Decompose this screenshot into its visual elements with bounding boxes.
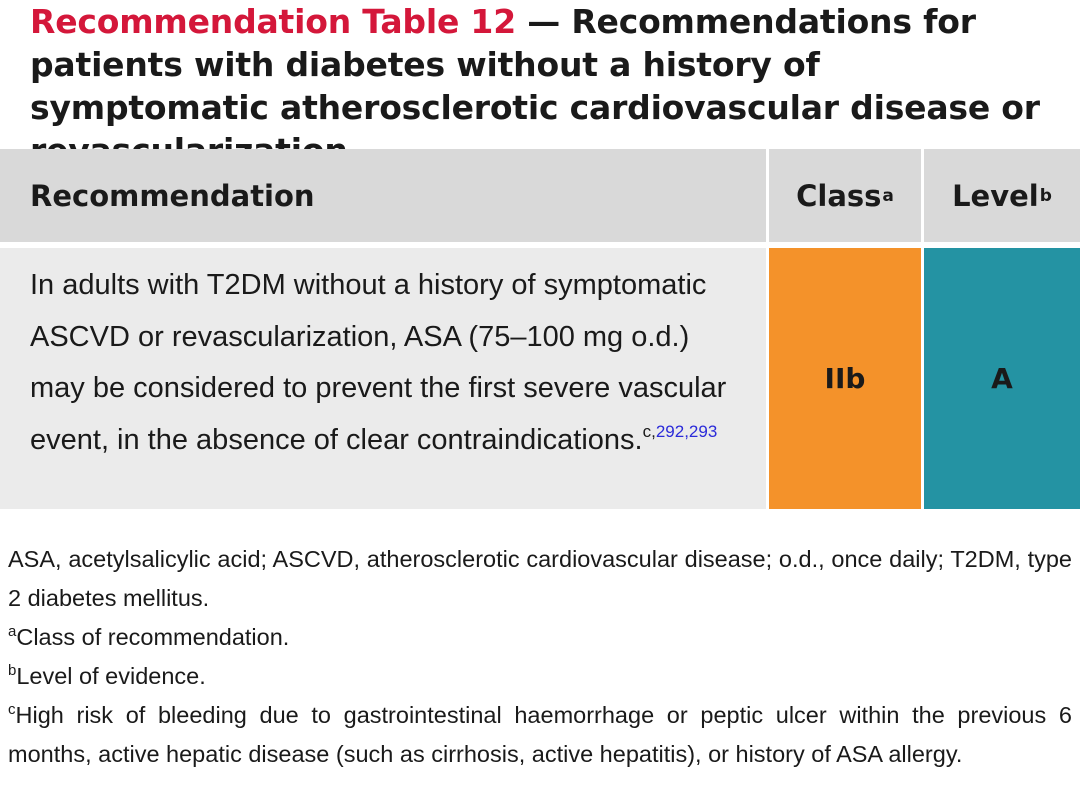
class-value: IIb (824, 362, 866, 395)
recommendation-text-cell (0, 248, 766, 509)
footnote-b-marker: b (8, 662, 17, 679)
reference-links[interactable]: 292,293 (655, 421, 718, 441)
footnote-c-marker: c, (642, 421, 656, 441)
table-title (30, 0, 1060, 172)
header-level-label: Level (952, 178, 1039, 213)
header-class: Class a (769, 149, 921, 242)
level-value: A (991, 362, 1013, 395)
footnote-c-text: High risk of bleeding due to gastrointestinal haemorrhage or peptic ulcer within the previous 6 months, active hepatic disease (such as cirrhosis, active hepatitis), or history of ASA allergy. (8, 702, 1072, 767)
footnote-b-text: Level of evidence. (16, 663, 206, 689)
footnote-c-note-marker: c (8, 701, 16, 718)
footnote-a (8, 618, 1072, 657)
table-title-text: — Recommendations for patients with diabetes without a history of symptomatic atherosclerotic cardiovascular disease or (30, 2, 1040, 127)
header-class-label: Class (796, 178, 882, 213)
header-level: Level b (924, 149, 1080, 242)
footnote-a-marker: a (8, 623, 17, 640)
footnote-c (8, 696, 1072, 774)
abbreviations-note: ASA, acetylsalicylic acid; ASCVD, atherosclerotic cardiovascular disease; o.d., once daily; T2DM, type 2 diabetes mellitus. (8, 546, 1072, 611)
footnotes (8, 540, 1072, 774)
level-cell (924, 248, 1080, 509)
recommendation-text: In adults with T2DM without a history of symptomatic ASCVD or revascularization, ASA (75–100 mg o.d.) may be considered to prevent the first severe vascular event, in the absence of clear contraindications. (30, 269, 727, 456)
footnote-b (8, 657, 1072, 696)
class-cell (769, 248, 921, 509)
header-recommendation-label: Recommendation (30, 178, 315, 213)
header-recommendation (0, 149, 766, 242)
footnote-a-text: Class of recommendation. (16, 624, 290, 650)
recommendation-footnote-marker (643, 422, 718, 441)
table-number: Recommendation Table 12 (30, 2, 516, 41)
recommendation-table (0, 149, 1080, 509)
